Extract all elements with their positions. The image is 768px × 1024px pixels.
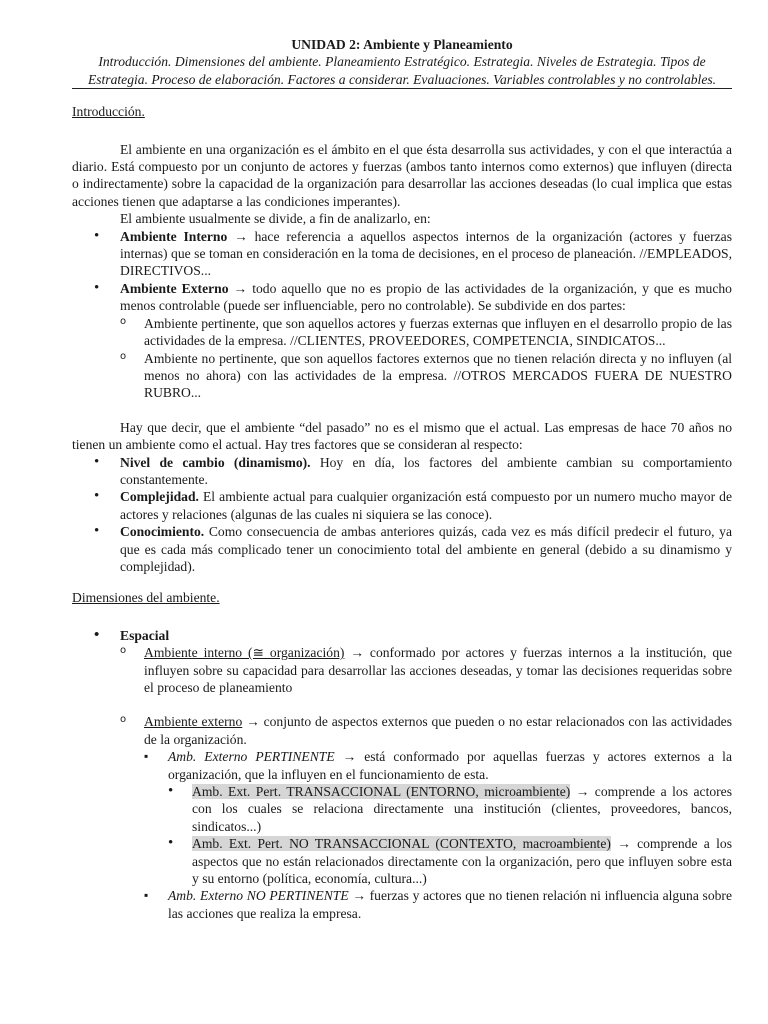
list-item-nivel-de-cambio bbox=[72, 454, 732, 489]
list-item-ambiente-interno bbox=[72, 228, 732, 280]
ambiente-externo-text: → todo aquello que no es propio de las actividades de la organización, y que es mucho menos controlable (puede ser influenciable, pero no controlable). Se subdivide en dos partes: bbox=[120, 280, 732, 314]
list-item-dim-ambiente-externo bbox=[72, 713, 732, 748]
dimensiones-externo-list bbox=[72, 713, 732, 922]
intro-paragraph-2: El ambiente usualmente se divide, a fin de analizarlo, en: bbox=[120, 211, 431, 227]
list-item-ambiente-no-pertinente: o Ambiente no pertinente, que son aquellos factores externos que no tienen relación directa y no influyen (al menos no ahora) con las actividades de la empresa. //OTROS MERCADOS FUERA DE NUESTRO RUBRO... bbox=[72, 350, 732, 402]
title-divider bbox=[72, 88, 732, 89]
list-item-espacial: • Espacial bbox=[72, 627, 732, 644]
list-item-dim-ambiente-interno bbox=[72, 644, 732, 696]
nivel-de-cambio-label: Nivel de cambio (dinamismo). bbox=[120, 454, 311, 470]
document-title: UNIDAD 2: Ambiente y Planeamiento bbox=[291, 37, 513, 52]
list-item-transaccional bbox=[72, 783, 732, 835]
complejidad-text: El ambiente actual para cualquier organización está compuesto por un numero mucho mayor de actores y relaciones (algunas de las cuales ni siquiera se las conoce). bbox=[120, 489, 732, 522]
conocimiento-text: Como consecuencia de ambas anteriores quizás, cada vez es más difícil predecir el futuro, ya que es cada más complicado tener un conocimiento total del ambiente en general (debido a su dinamismo y complejidad). bbox=[120, 524, 732, 574]
ambiente-interno-text: → hace referencia a aquellos aspectos internos de la organización (actores y fuerzas internas) que se toman en consideración en la toma de decisiones, en el proceso de planeación. //EMPLEADOS, DIRECTIVOS... bbox=[120, 228, 732, 279]
externo-no-pertinente-label: Amb. Externo NO PERTINENTE bbox=[168, 888, 349, 904]
externo-pertinente-text: → está conformado por aquellas fuerzas y actores externos a la organización, que la influyen en el funcionamiento de esta. bbox=[168, 749, 732, 782]
dim-ambiente-interno-text: → conformado por actores y fuerzas internos a la institución, que influyen sobre su capacidad para desarrollar las acciones deseadas, y tomar las decisiones requeridas sobre el proceso de planeamiento bbox=[144, 645, 732, 695]
conocimiento-label: Conocimiento. bbox=[120, 524, 205, 540]
no-transaccional-text: → comprende a los aspectos que no están relacionados directamente con la organización, pero que influyen sobre esta y su entorno (política, economía, cultura...) bbox=[192, 836, 732, 887]
factores-list bbox=[72, 454, 732, 576]
list-item-ambiente-externo bbox=[72, 280, 732, 315]
externo-no-pertinente-text: → fuerzas y actores que no tienen relación ni influencia alguna sobre las acciones que realiza la empresa. bbox=[168, 888, 732, 921]
complejidad-label: Complejidad. bbox=[120, 489, 199, 505]
intro-paragraph-1: El ambiente en una organización es el ámbito en el que ésta desarrolla sus actividades, y con el que interactúa a diario. Está compuesto por un conjunto de actores y fuerzas (ambos tanto internos como externos) que influyen (directa o indirectamente) sobre la capacidad de la organización para desarrollar las acciones deseadas (lo cual implica que estas acciones tienen que adaptarse a las condiciones imperantes). bbox=[72, 141, 732, 209]
no-transaccional-label: Amb. Ext. Pert. NO TRANSACCIONAL (CONTEXTO, macroambiente) bbox=[192, 836, 611, 852]
section-heading-dimensiones: Dimensiones del ambiente. bbox=[72, 590, 220, 606]
document-subtitle: Introducción. Dimensiones del ambiente. Planeamiento Estratégico. Estrategia. Niveles de Estrategia. Tipos de Estrategia. Proceso de elaboración. Factores a considerar. Evaluaciones. Variables controlables y no controlables. bbox=[87, 54, 717, 87]
dimensiones-list bbox=[72, 627, 732, 697]
list-item-complejidad bbox=[72, 488, 732, 523]
ambiente-externo-label: Ambiente Externo bbox=[120, 280, 229, 296]
transaccional-label: Amb. Ext. Pert. TRANSACCIONAL (ENTORNO, microambiente) bbox=[192, 784, 571, 800]
dim-ambiente-externo-label: Ambiente externo bbox=[144, 714, 243, 730]
list-item-externo-pertinente bbox=[72, 748, 732, 783]
ambiente-list bbox=[72, 228, 732, 402]
ambiente-interno-label: Ambiente Interno bbox=[120, 228, 228, 244]
list-item-ambiente-pertinente: o Ambiente pertinente, que son aquellos actores y fuerzas externas que influyen en el desarrollo propio de las actividades de la empresa. //CLIENTES, PROVEEDORES, COMPETENCIA, SINDICATOS... bbox=[72, 315, 732, 350]
intro-paragraph-3: Hay que decir, que el ambiente “del pasado” no es el mismo que el actual. Las empresas de hace 70 años no tienen un ambiente como el actual. Hay tres factores que se consideran al respecto: bbox=[72, 419, 732, 453]
list-item-no-transaccional bbox=[72, 835, 732, 887]
nivel-de-cambio-text: Hoy en día, los factores del ambiente cambian su comportamiento constantemente. bbox=[120, 454, 733, 487]
list-item-externo-no-pertinente bbox=[72, 887, 732, 922]
section-heading-introduccion: Introducción. bbox=[72, 104, 145, 120]
dim-ambiente-externo-text: → conjunto de aspectos externos que pueden o no estar relacionados con las actividades de la organización. bbox=[144, 714, 733, 747]
externo-pertinente-label: Amb. Externo PERTINENTE bbox=[168, 749, 335, 765]
transaccional-text: → comprende a los actores con los cuales se relaciona directamente una institución (clientes, proveedores, bancos, sindicatos...) bbox=[192, 784, 732, 834]
list-item-conocimiento bbox=[72, 523, 732, 575]
dim-ambiente-interno-label: Ambiente interno (≅ organización) bbox=[144, 645, 345, 661]
